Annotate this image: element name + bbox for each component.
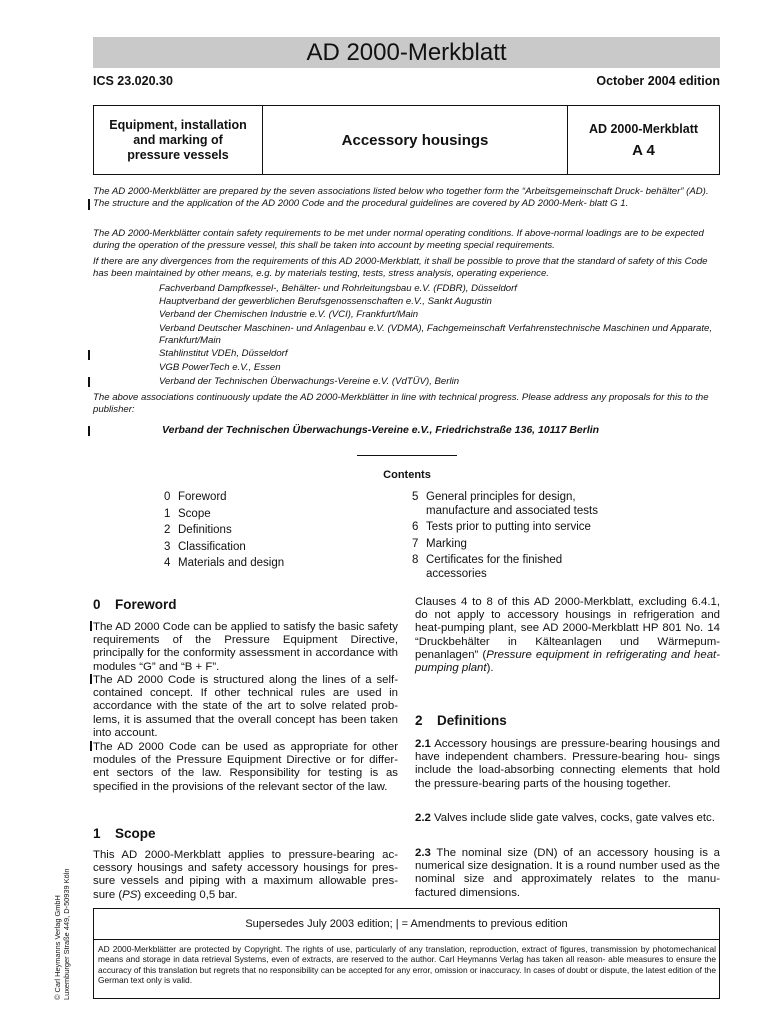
amendment-bar	[88, 199, 90, 210]
scope-paragraph	[93, 849, 398, 902]
toc-right-column	[412, 491, 598, 584]
foreword-paragraph: The AD 2000 Code can be applied to satisfy the basic safety requirements of the Pressure Equipment Directive, principally for the conformity assessment in accordance with modules “G” and “B + F”.	[93, 621, 398, 673]
toc-entry[interactable]	[164, 557, 284, 571]
toc-entry[interactable]	[164, 524, 284, 538]
definition-number: 2.2	[415, 812, 431, 824]
association-item: Stahlinstitut VDEh, Düsseldorf	[159, 348, 288, 359]
scope-text-end: ) exceeding 0,5 bar.	[137, 888, 238, 901]
toc-number: 2	[164, 524, 171, 536]
code-cell	[568, 106, 719, 174]
toc-left-column	[164, 491, 284, 574]
definition-item	[415, 738, 720, 791]
toc-entry[interactable]	[412, 491, 598, 518]
publisher-side-text	[53, 869, 71, 1000]
section-heading-scope	[93, 826, 156, 841]
document-title: AD 2000-Merkblatt	[93, 37, 720, 68]
association-item: Verband der Chemischen Industrie e.V. (VCI), Frankfurt/Main	[159, 309, 419, 320]
toc-number: 8	[412, 554, 419, 566]
side-line: Luxemburger Straße 449, D-50939 Köln	[62, 868, 71, 1000]
foreword-paragraph: The AD 2000 Code can be used as appropriate for other modules of the Pressure Equipment Directive or for differ- ent sectors of the law. Responsibility for testing is as specified in the provisions of the relevant sector of the law.	[93, 741, 398, 793]
section-heading-definitions	[415, 713, 507, 728]
toc-label: Marking	[426, 537, 467, 550]
contents-rule	[357, 455, 457, 456]
association-item: Fachverband Dampfkessel-, Behälter- und Rohrleitungsbau e.V. (FDBR), Düsseldorf	[159, 283, 517, 294]
association-item: Verband Deutscher Maschinen- und Anlagenbau e.V. (VDMA), Fachgemeinschaft Verfahrenstechnische Maschinen und Apparate, Frankfurt/Main	[159, 323, 713, 346]
foreword-paragraph: The AD 2000 Code is structured along the lines of a self- contained concept. If other technical rules are used in accordance with the state of the art to solve related prob- lems, it is assumed that the overall concept has been taken into account.	[93, 674, 398, 739]
clauses-text-end: ).	[486, 662, 494, 675]
intro-paragraph: The AD 2000-Merkblätter contain safety requirements to be met under normal operating conditions. If above-normal loadings are to be expected during the operation of the pressure vessel, this shall be taken into account by meeting special requirements.	[93, 228, 704, 251]
supersedes-note: Supersedes July 2003 edition; | = Amendments to previous edition	[93, 908, 720, 940]
definition-item	[415, 847, 720, 900]
definition-number: 2.3	[415, 847, 431, 859]
scope-text: This AD 2000-Merkblatt applies to pressure-bearing ac- cessory housings and safety accessory housings for pres- sure vessels and piping with a maximum allowable pres- sure (	[93, 849, 398, 901]
category-line: Equipment, installation	[109, 117, 247, 132]
section-title: Scope	[115, 826, 156, 841]
toc-entry[interactable]	[164, 508, 284, 522]
association-item: Hauptverband der gewerblichen Berufsgenossenschaften e.V., Sankt Augustin	[159, 296, 492, 307]
section-number: 1	[93, 826, 101, 841]
definition-text: Accessory housings are pressure-bearing housings and have independent chambers. Pressure-bearing hou- sings include the load-absorbing connecting elements that hold the pressure-bearing parts of the housing together.	[415, 738, 720, 790]
copyright-notice: AD 2000-Merkblätter are protected by Copyright. The rights of use, particularly of any translation, reproduction, extract of figures, transmission by photomechanical means and storage in data retrieval Systems, even of extracts, are reserved to the author. Carl Heymanns Verlag has taken all reason- able measures to ensure the accuracy of this translation but regrets that no responsibility can be accepted for any error, omission or inaccuracy. In cases of doubt or dispute, the latest edition of the German text only is valid.	[93, 939, 720, 999]
subject-title: Accessory housings	[263, 106, 568, 174]
section-number: 0	[93, 597, 101, 612]
toc-label: Scope	[178, 507, 211, 520]
toc-number: 4	[164, 557, 171, 569]
intro-paragraph: If there are any divergences from the requirements of this AD 2000-Merkblatt, it shall be possible to prove that the standard of safety of this Code has been maintained by other means, e.g. by materials testing, tests, stress analysis, operating experience.	[93, 256, 708, 279]
definition-text: The nominal size (DN) of an accessory housing is a numerical size designation. It is a round number used as the nominal size and approximately relates to the manu- factured dimensions.	[415, 847, 720, 899]
toc-number: 1	[164, 507, 171, 520]
association-item: VGB PowerTech e.V., Essen	[159, 362, 281, 373]
contents-heading: Contents	[383, 469, 431, 481]
toc-label: Certificates for the finished accessories	[426, 554, 563, 580]
toc-label: Definitions	[178, 524, 232, 536]
clauses-paragraph	[415, 596, 720, 675]
clauses-italic: Pressure equipment in refrigerating and heat-pumping plant	[415, 648, 720, 675]
amendment-bar	[88, 377, 90, 387]
toc-number: 6	[412, 521, 419, 533]
amendment-bar	[90, 741, 92, 751]
amendment-bar	[88, 426, 90, 436]
toc-number: 5	[412, 491, 419, 503]
clauses-text: Clauses 4 to 8 of this AD 2000-Merkblatt, excluding 6.4.1, do not apply to accessory housings in refrigeration and heat-pumping plant, see AD 2000-Merkblatt HP 801 No. 14 “Druckbehälter in Kälteanlagen und Wärmepum- penanlagen” (	[415, 596, 720, 661]
intro-paragraph: The AD 2000-Merkblätter are prepared by the seven associations listed below who together form the “Arbeitsgemeinschaft Druck- behälter” (AD). The structure and the application of the AD 2000 Code and the procedural guidelines are covered by AD 2000-Merk- blatt G 1.	[93, 186, 709, 209]
toc-entry[interactable]	[412, 554, 598, 581]
toc-label: Materials and design	[178, 557, 285, 569]
section-number: 2	[415, 713, 423, 728]
amendment-bar	[90, 621, 92, 631]
section-title: Foreword	[115, 597, 177, 612]
toc-label: General principles for design, manufacture and associated tests	[426, 491, 598, 517]
ics-code: ICS 23.020.30	[93, 74, 173, 88]
scope-symbol: PS	[122, 888, 138, 901]
series-name: AD 2000-Merkblatt	[588, 121, 699, 136]
definition-number: 2.1	[415, 738, 431, 750]
sheet-code: A 4	[632, 141, 655, 159]
amendment-bar	[88, 350, 90, 360]
category-cell	[94, 106, 263, 174]
toc-number: 0	[164, 491, 171, 503]
association-item: Verband der Technischen Überwachungs-Vereine e.V. (VdTÜV), Berlin	[159, 376, 460, 387]
category-line: and marking of	[133, 132, 223, 147]
section-title: Definitions	[437, 713, 507, 728]
toc-entry[interactable]	[164, 541, 284, 555]
publisher-address: Verband der Technischen Überwachungs-Vereine e.V., Friedrichstraße 136, 10117 Berlin	[162, 424, 600, 436]
toc-number: 7	[412, 537, 419, 550]
definition-text: Valves include slide gate valves, cocks, gate valves etc.	[434, 812, 715, 824]
definition-item	[415, 812, 720, 825]
section-heading-foreword	[93, 597, 177, 612]
toc-entry[interactable]	[412, 521, 598, 535]
toc-entry[interactable]	[164, 491, 284, 505]
category-line: pressure vessels	[127, 147, 229, 162]
side-line: © Carl Heymanns Verlag GmbH	[53, 895, 62, 1000]
toc-label: Tests prior to putting into service	[426, 521, 591, 533]
amendment-bar	[90, 674, 92, 684]
toc-label: Foreword	[178, 491, 227, 503]
edition-date: October 2004 edition	[596, 74, 720, 88]
update-note: The above associations continuously update the AD 2000-Merkblätter in line with technical progress. Please address any proposals for this to the publisher:	[93, 392, 709, 415]
toc-entry[interactable]	[412, 538, 598, 552]
toc-label: Classification	[178, 540, 246, 553]
title-box	[93, 105, 720, 175]
toc-number: 3	[164, 540, 171, 553]
